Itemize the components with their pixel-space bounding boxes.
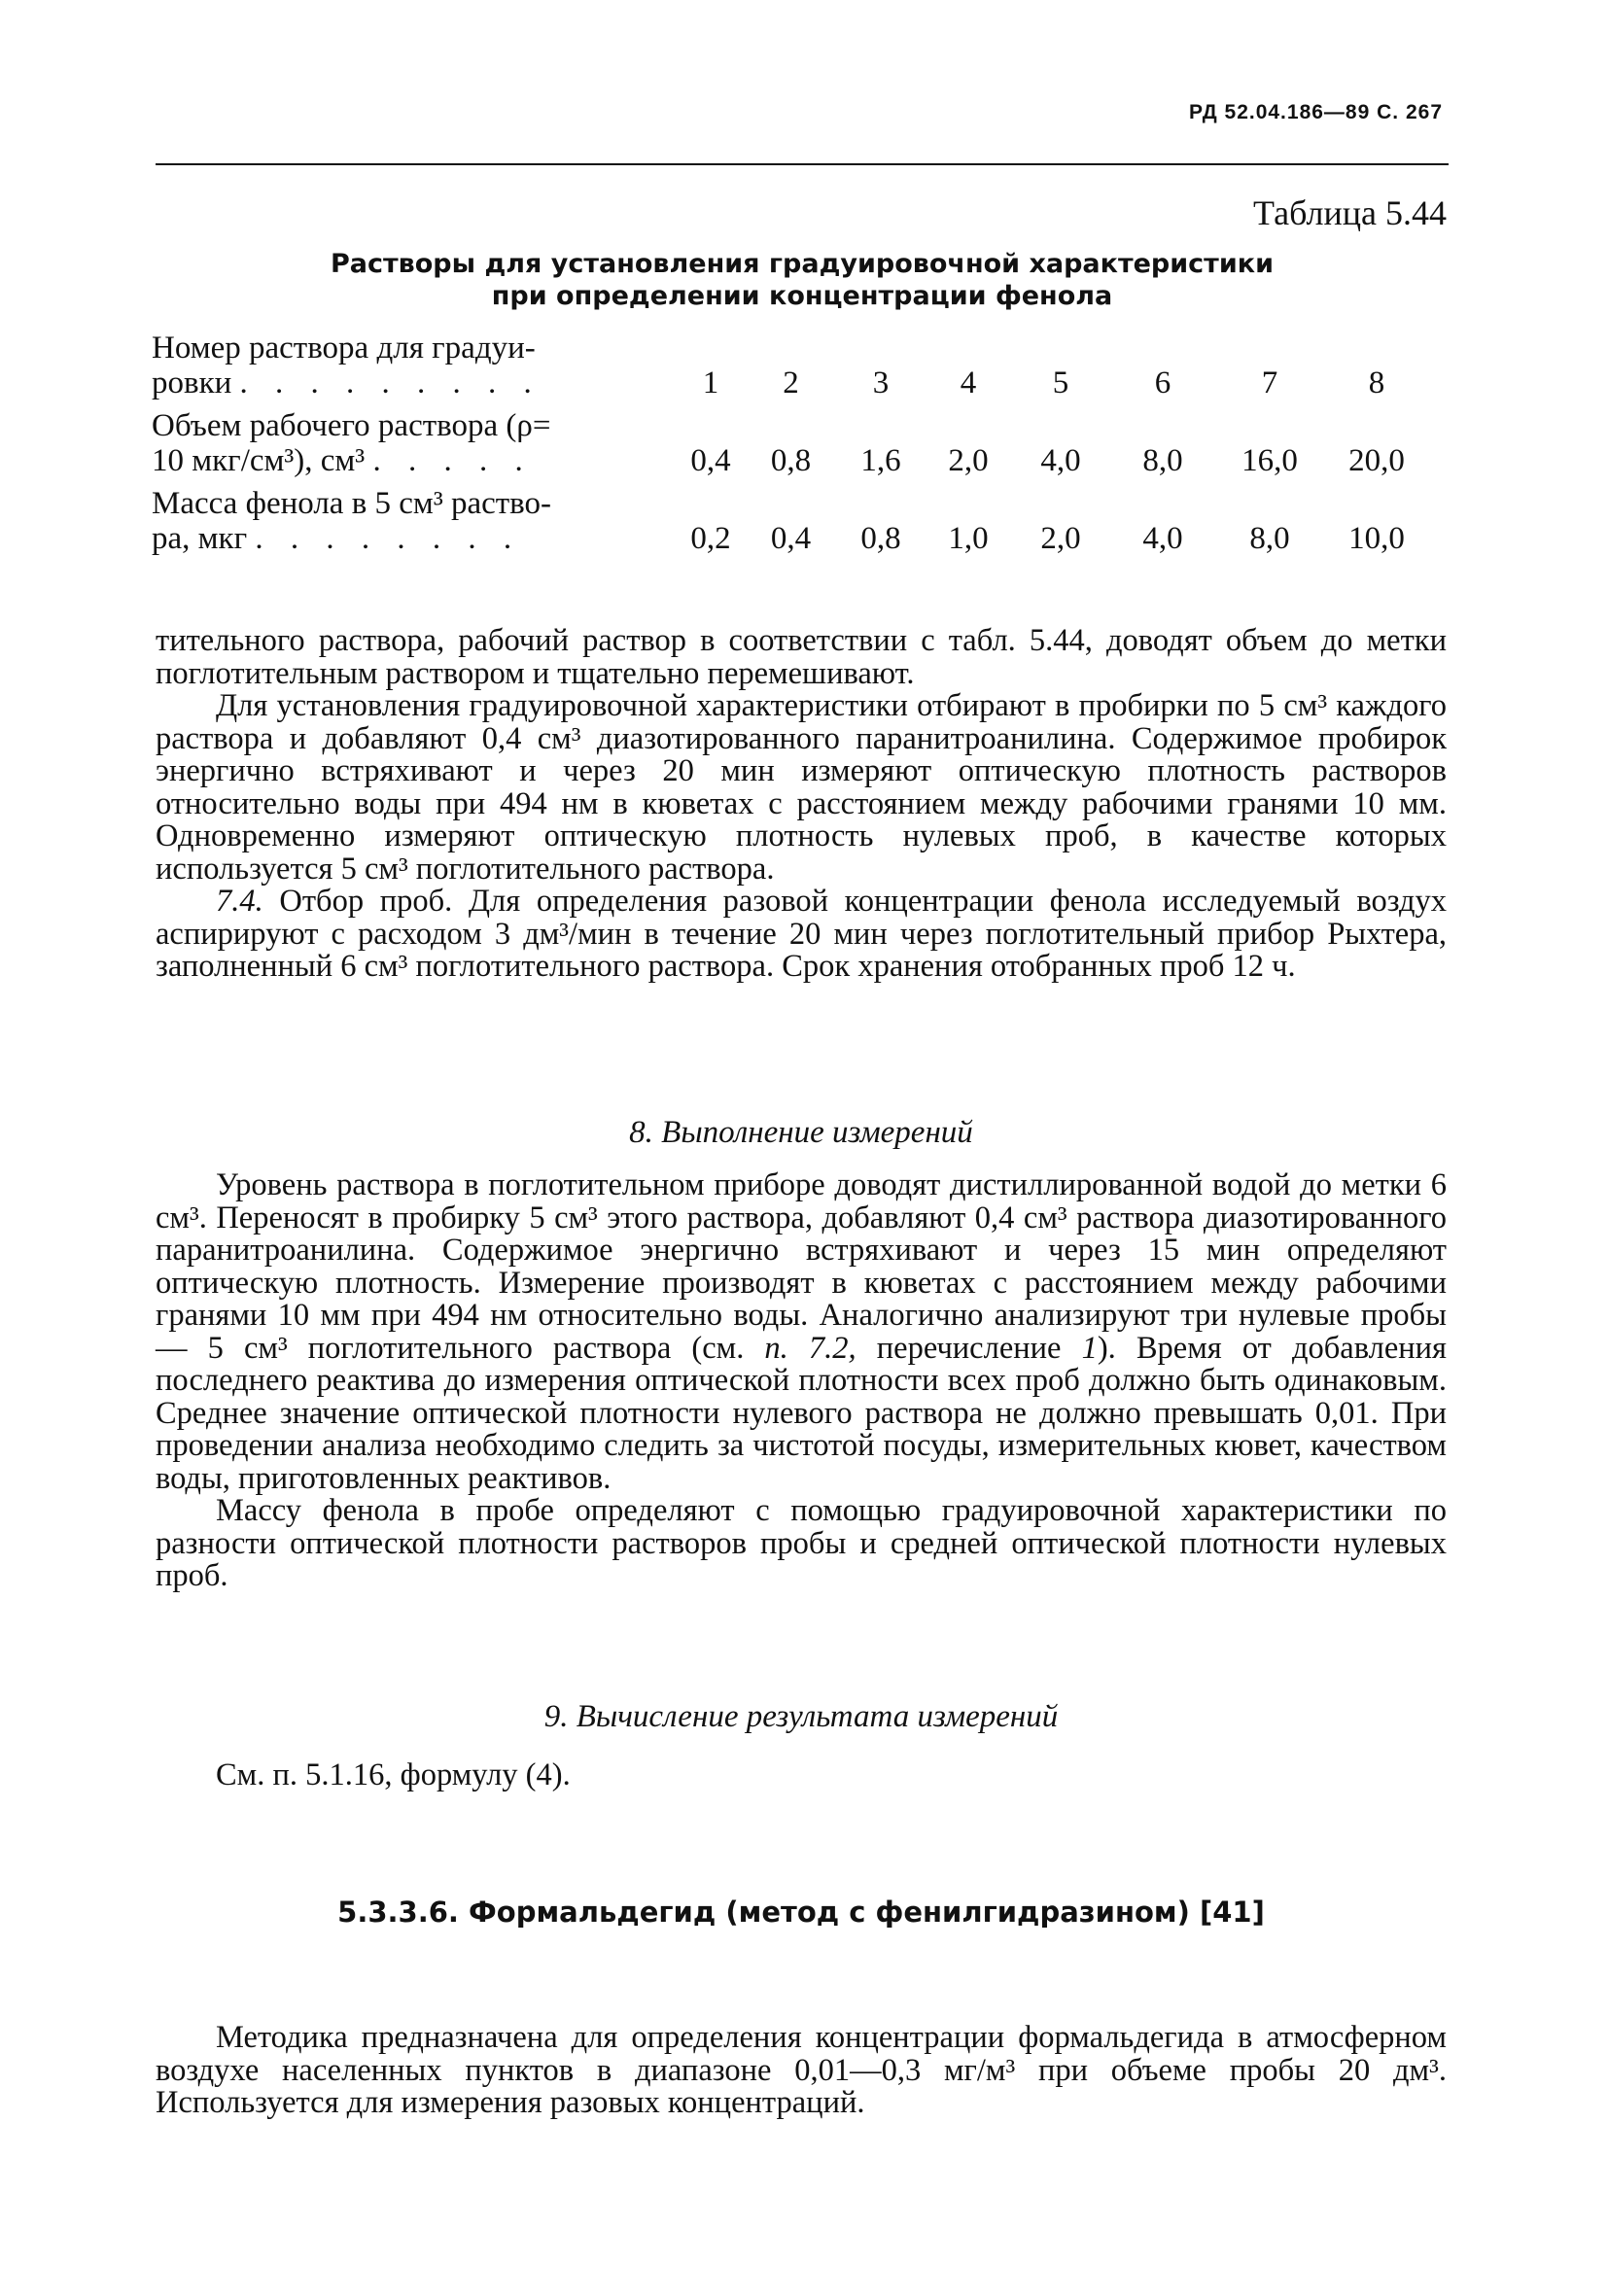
- table-cell: 4,0: [1142, 521, 1183, 556]
- table-cell: 0,2: [690, 521, 731, 556]
- clause-number: 7.4.: [216, 884, 263, 919]
- table-cell: 0,8: [770, 443, 812, 478]
- row-label-line-2: ра, мкг . . . . . . . .: [152, 521, 522, 556]
- paragraph-measurement: Уровень раствора в поглотительном приборе доводят дистиллированной водой до метки 6 см³. Переносят в пробирку 5 см³ этого раствора, добавляют 0,4 см³ раствора диазотированного паранитроанилина. Содержимое энергично встряхивают и через 15 мин определяют оптическую плотность. Измерение производят в кюветах с расстоянием между рабочими гранями 10 мм при 494 нм относительно воды. Аналогично анализируют три нулевые пробы — 5 см³ поглотительного раствора (см. п. 7.2, перечисление 1). Время от добавления последнего реактива до измерения оптической плотности всех проб должно быть одинаковым. Среднее значение оптической плотности нулевого раствора не должно превышать 0,01. При проведении анализа необходимо следить за чистотой посуды, измерительных кювет, качеством воды, приготовленных реактивов.: [156, 1167, 1447, 1496]
- table-cell: 8,0: [1249, 521, 1290, 556]
- table-cell: 8: [1368, 365, 1385, 400]
- row-label-line-1: Номер раствора для градуи-: [152, 330, 536, 365]
- table-cell: 0,4: [690, 443, 731, 478]
- table-cell: 1,0: [948, 521, 989, 556]
- table-row: [152, 521, 1430, 564]
- table-row: [152, 443, 1430, 486]
- section-9-heading: 9. Вычисление результата измерений: [543, 1699, 1059, 1734]
- calibration-table: [152, 330, 1430, 564]
- running-head: РД 52.04.186—89 С. 267: [1189, 101, 1443, 123]
- text-block-upper: [156, 625, 1447, 984]
- table-cell: 2,0: [1040, 521, 1081, 556]
- table-cell: 2: [783, 365, 799, 400]
- table-number: Таблица 5.44: [1253, 193, 1447, 232]
- row-label-line-2: 10 мкг/см³), см³ . . . . .: [152, 443, 533, 478]
- table-row-label-top: [152, 330, 1430, 365]
- dot-leader: . . . . . . . .: [255, 521, 522, 556]
- header-rule: [156, 163, 1449, 165]
- table-cell: 4,0: [1040, 443, 1081, 478]
- section-8-heading: 8. Выполнение измерений: [629, 1115, 973, 1150]
- row-label-line-2: ровки . . . . . . . . .: [152, 365, 542, 400]
- paragraph-calibration: Для установления градуировочной характеристики отбирают в пробирки по 5 см³ каждого раствора и добавляют 0,4 см³ диазотированного паранитроанилина. Содержимое пробирок энергично встряхивают и через 20 мин измеряют оптическую плотность растворов относительно воды при 494 нм в кюветах с расстоянием между рабочими гранями 10 мм. Одновременно измеряют оптическую плотность нулевых проб, в качестве которых используется 5 см³ поглотительного раствора.: [156, 688, 1447, 887]
- paragraph-sampling: 7.4. Отбор проб. Для определения разовой концентрации фенола исследуемый воздух аспирируют с расходом 3 дм³/мин в течение 20 мин через поглотительный прибор Рыхтера, заполненный 6 см³ поглотительного раствора. Срок хранения отобранных проб 12 ч.: [156, 884, 1447, 984]
- text-block-section-8: [156, 1169, 1447, 1593]
- table-cell: 0,8: [860, 521, 901, 556]
- table-cell: 4: [960, 365, 977, 400]
- table-cell: 10,0: [1348, 521, 1405, 556]
- table-title-line-2: при определении концентрации фенола: [491, 281, 1113, 311]
- table-row-label-top: [152, 486, 1430, 521]
- text-block-formaldehyde: [156, 2022, 1447, 2120]
- table-cell: 2,0: [948, 443, 989, 478]
- table-cell: 3: [872, 365, 890, 400]
- table-cell: 16,0: [1241, 443, 1298, 478]
- row-label-line-1: Масса фенола в 5 см³ раство-: [152, 486, 552, 521]
- table-cell: 1: [702, 365, 719, 400]
- table-cell: 8,0: [1142, 443, 1183, 478]
- dot-leader: . . . . . . . . .: [239, 365, 542, 400]
- paragraph-continuation: тительного раствора, рабочий раствор в соответствии с табл. 5.44, доводят объем до метки поглотительным раствором и тщательно перемешивают.: [156, 623, 1447, 691]
- table-cell: 7: [1261, 365, 1278, 400]
- table-cell: 20,0: [1348, 443, 1405, 478]
- table-cell: 1,6: [860, 443, 901, 478]
- table-row-label-top: [152, 408, 1430, 443]
- paragraph-method-scope: Методика предназначена для определения концентрации формальдегида в атмосферном воздухе населенных пунктов в диапазоне 0,01—0,3 мг/м³ при объеме пробы 20 дм³. Используется для измерения разовых концентраций.: [156, 2020, 1447, 2120]
- table-row: [152, 365, 1430, 408]
- table-title-line-1: Растворы для установления градуировочной характеристики: [331, 249, 1274, 279]
- dot-leader: . . . . .: [372, 443, 533, 478]
- table-title: [156, 248, 1449, 312]
- text-block-section-9: [156, 1759, 1447, 1792]
- table-cell: 5: [1052, 365, 1069, 400]
- table-cell: 6: [1154, 365, 1171, 400]
- table-cell: 0,4: [770, 521, 812, 556]
- row-label-line-1: Объем рабочего раствора (ρ=: [152, 408, 551, 443]
- paragraph-phenol-mass: Массу фенола в пробе определяют с помощью градуировочной характеристики по разности оптической плотности растворов пробы и средней оптической плотности нулевых проб.: [156, 1493, 1447, 1593]
- paragraph-calculation: См. п. 5.1.16, формулу (4).: [216, 1757, 571, 1792]
- subsection-heading: 5.3.3.6. Формальдегид (метод с фенилгидразином) [41]: [337, 1896, 1265, 1929]
